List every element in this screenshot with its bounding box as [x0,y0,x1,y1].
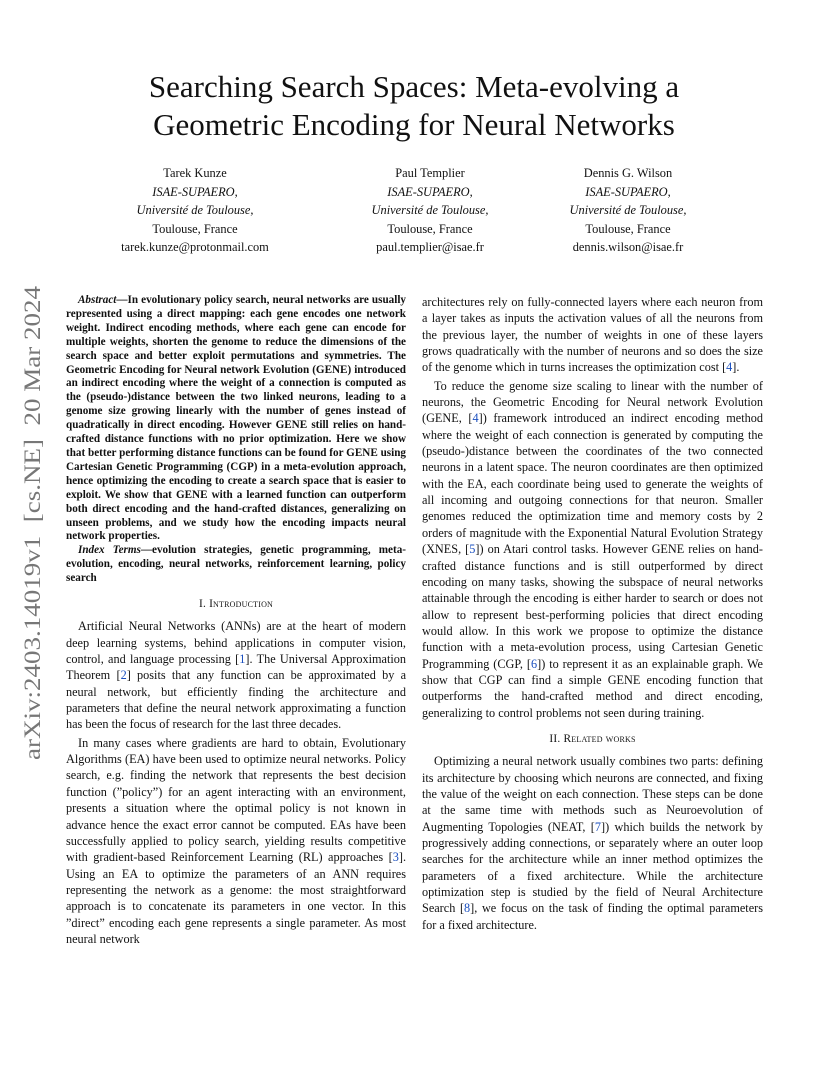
section-heading-introduction [66,596,406,612]
abstract-text: —In evolutionary policy search, neural networks are usually represented using a direct mapping: each gene encodes one network weight. Indirect encoding methods, where each gene can encode for multiple weights, shorten the genome to reduce the dimensions of the search space and better exploit permutations and symmetries. The Geometric Encoding for Neural network Evolution (GENE) introduced an indirect encoding where the weight of a connection is computed as the (pseudo-)distance between the two linked neurons, leading to a genome size growing linearly with the number of genes instead of quadratically in direct encoding. However GENE still relies on hand-crafted distance functions with no prior optimization. Here we show that better performing distance functions can be found for GENE using Cartesian Genetic Programming (CGP) in a meta-evolution approach, hence optimizing the encoding to create a search space that is easier to exploit. We show that GENE with a learned function can outperform both direct encoding and the hand-crafted distances, generalizing on unseen problems, and we study how the encoding impacts neural network properties. [66,294,406,543]
intro-paragraph-1: Artificial Neural Networks (ANNs) are at the heart of modern deep learning systems, behind applications in computer vision, control, and language processing [ 1 ] . The Universal Approximation Theorem [ 2 ] posits that any function can be approximated by a neural network, but efficiently finding the architecture and parameters that define the neural network approximating a function has been the focus of research for the last three decades. [66,618,406,732]
section-number: II. [549,732,561,745]
author-affiliation: ISAE-SUPAERO, [387,184,473,199]
author-city: Toulouse, France [152,221,238,236]
citation-link[interactable]: [ 2 ] [116,668,130,682]
author-name: Paul Templier [395,166,465,180]
citation-link[interactable]: [ 6 ] [527,657,541,671]
author-block-2 [350,164,510,257]
author-university: Université de Toulouse, [371,203,489,218]
author-university: Université de Toulouse, [136,203,254,218]
citation-link[interactable]: [ 5 ] [465,542,479,556]
author-city: Toulouse, France [387,221,473,236]
abstract [66,294,406,544]
author-affiliation: ISAE-SUPAERO, [152,184,238,199]
index-terms [66,544,406,586]
author-name: Tarek Kunze [163,166,227,180]
intro-paragraph-3: To reduce the genome size scaling to linear with the number of neurons, the Geometric Encoding for Neural network Evolution (GENE, [ 4 ] ) framework introduced an indirect encoding method where the weight of each connection is generated by computing the (pseudo-)distance between the coordinates of the two connected neurons in a latent space. The neuron coordinates are then optimized with the EA, each coordinate being used to generate the weights of all incoming and outgoing connections for that neuron. Smaller genomes reduced the optimization time and memory costs by 2 orders of magnitude with the Exponential Natural Evolution Strategy (XNES, [ 5 ] ) on Atari control tasks. However GENE relies on hand-crafted distance functions and is still outperformed by direct encoding on many tasks, showing the subspace of neural networks attainable through the encoding is either harder to search or does not allow to represent best-performing policies that direct encoding would allow. In this work we propose to optimize the distance function with a meta-evolution process, using Cartesian Genetic Programming (CGP, [ 6 ] ) to represent it as an explainable graph. We show that CGP can find a simple GENE encoding function that outperforms the hand-crafted method and direct encoding, generalizing to control problems not seen during training. [422,378,763,721]
author-affiliation: ISAE-SUPAERO, [585,184,671,199]
abstract-label: Abstract [78,294,117,306]
author-block-3 [548,164,708,257]
section-heading-related-works [422,731,763,747]
paper-title-line-1: Searching Search Spaces: Meta-evolving a [148,69,680,104]
related-works-paragraph-1: Optimizing a neural network usually combines two parts: defining its architecture by choosing which neurons are connected, and fixing the value of the weight on each connection. These steps can be done at the same time with methods such as Neuroevolution of Augmenting Topologies (NEAT, [ 7 ] ) which builds the network by progressively adding connections, or separately where an outer loop searches for the architecture while an inner method optimizes the parameters of a fixed architecture. While the architecture optimization step is studied by the field of Neural Architecture Search [ 8 ] , we focus on the task of finding the optimal parameters for a fixed architecture. [422,753,763,933]
author-city: Toulouse, France [585,221,671,236]
section-title: Related works [563,732,636,745]
author-university: Université de Toulouse, [569,203,687,218]
citation-link[interactable]: [ 4 ] [722,360,736,374]
author-email: paul.templier@isae.fr [376,240,484,255]
paper-title [60,68,768,144]
index-terms-label: Index Terms [78,544,141,557]
author-name: Dennis G. Wilson [583,166,673,180]
paper-title-line-2: Geometric Encoding for Neural Networks [153,107,675,142]
index-terms-text: —evolution strategies, genetic programming, meta-evolution, encoding, neural networks, reinforcement learning, policy search [66,544,406,585]
author-email: dennis.wilson@isae.fr [572,240,684,255]
section-number: I. [198,598,206,611]
citation-link[interactable]: [ 3 ] [389,850,403,864]
author-email: tarek.kunze@protonmail.com [121,240,269,255]
author-block-1 [110,164,280,257]
left-column [66,294,406,947]
section-title: Introduction [209,598,274,611]
intro-paragraph-2-continued: architectures rely on fully-connected layers where each neuron from a layer takes as inputs the activation values of all the neurons from the previous layer, the number of weights in one of these layers grows quadratically with the number of neurons and so does the size of the genome which in turns increases the optimization cost [ 4 ] . [422,294,763,376]
right-column [422,294,763,933]
arxiv-identifier: arXiv:2403.14019v1 [cs.NE] 20 Mar 2024 [20,356,45,760]
citation-link[interactable]: [ 7 ] [591,820,605,834]
citation-link[interactable]: [ 1 ] [235,652,249,666]
arxiv-identifier-svg [14,284,48,760]
citation-link[interactable]: [ 8 ] [460,901,474,915]
arxiv-identifier-stamp [14,284,48,760]
intro-paragraph-2: In many cases where gradients are hard to obtain, Evolutionary Algorithms (EA) have been used to optimize neural networks. Policy search, e.g. finding the network that represents the best decision function (”policy”) for an agent interacting with an environment, presents a situation where the optimal policy is not known in advance hence the exact error cannot be computed. EAs have been successfully applied to policy search, yielding results competitive with gradient-based Reinforcement Learning (RL) approaches [ 3 ] . Using an EA to optimize the parameters of an ANN requires representing the network as a genome: the most straightforward approach is to concatenate its parameters in one vector. In this ”direct” encoding each gene represents a single parameter. As most neural network [66,735,406,947]
citation-link[interactable]: [ 4 ] [468,411,482,425]
